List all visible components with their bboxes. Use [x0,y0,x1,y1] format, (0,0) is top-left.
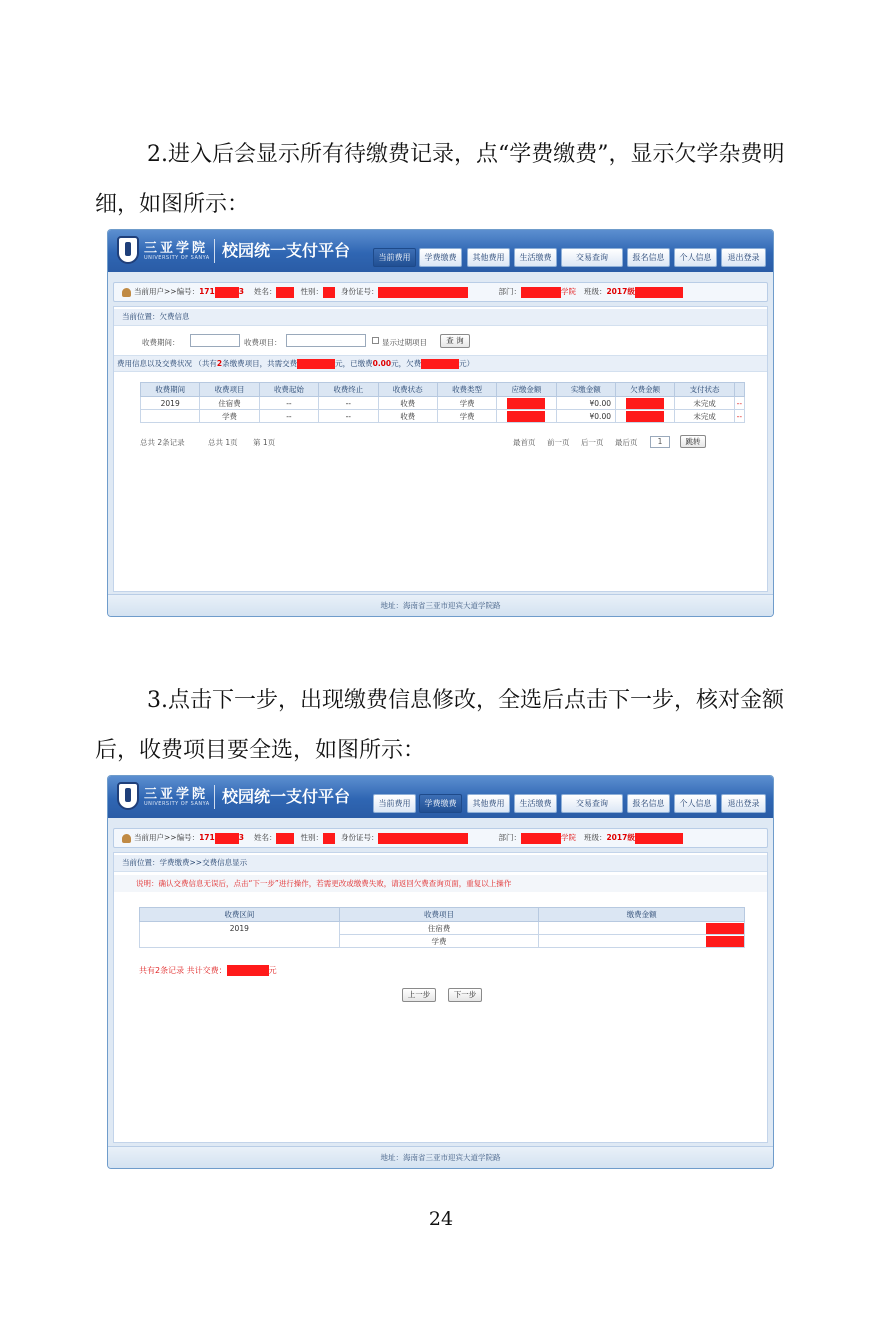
nav-current-fees[interactable]: 当前费用 [373,794,416,813]
col-header: 缴费金额 [539,908,745,922]
cell-paid: ¥0.00 [556,397,615,410]
user-icon [122,288,131,297]
cell-item: 学费 [200,410,259,423]
filter-row [114,334,767,350]
total-records: 总共 2条记录 [140,438,185,447]
prev-page-link[interactable]: 前一页 [547,438,570,447]
screenshot-payment-confirm-page [107,775,774,1169]
cell-period: 2019 [141,397,200,410]
redaction-block [215,287,239,298]
cell-paid: ¥0.00 [556,410,615,423]
nav-other-fees[interactable]: 其他费用 [467,794,510,813]
redaction-block [635,833,683,844]
dept-label: 部门： [498,833,521,842]
cell-type: 学费 [437,410,496,423]
instruction-warning: 说明：确认交费信息无误后，点击“下一步”进行操作，若需更改或缴费失败，请返回欠费查询页面，重复以上操作 [114,875,767,892]
idcard-label: 身份证号： [340,833,379,842]
class-value: 2017级 [606,833,635,842]
table-row[interactable] [140,922,745,935]
nav-other-fees[interactable]: 其他费用 [467,248,510,267]
cell-start: -- [259,410,318,423]
university-logo-text: 三亚学院 [144,787,209,802]
university-shield-icon [117,236,139,264]
nav-transaction-query[interactable]: 交易查询 [561,794,623,813]
cell-extra: -- [734,410,744,423]
col-header: 应缴金额 [497,383,556,397]
redaction-block [378,833,468,844]
item-filter-label: 收费项目： [244,338,282,347]
summary-text-2: 元，已缴费 [335,359,373,368]
logo-divider [214,785,215,809]
nav-tuition-payment[interactable]: 学费缴费 [419,794,462,813]
paragraph-text: 2.进入后会显示所有待缴费记录，点“学费缴费”，显示欠学杂费明细，如图所示： [95,142,785,217]
header-bar [108,776,773,818]
user-icon [122,834,131,843]
main-content [113,852,768,1143]
redaction-block [276,833,294,844]
table-header-row [140,908,745,922]
cell-end: -- [319,410,378,423]
period-filter-label: 收费期间： [142,338,180,347]
nav-personal-info[interactable]: 个人信息 [674,248,717,267]
fee-table [140,382,745,423]
col-header: 支付状态 [675,383,734,397]
col-header: 欠费金额 [616,383,675,397]
summary-text-3: 元，欠费 [391,359,422,368]
cell-pay-status: 未完成 [675,397,734,410]
page-number-input[interactable]: 1 [650,436,670,448]
col-header: 收费终止 [319,383,378,397]
main-content [113,306,768,592]
redaction-block [297,359,335,369]
redaction-block [626,398,664,409]
dept-label: 部门： [498,287,521,296]
redaction-block [421,359,459,369]
cell-type: 学费 [437,397,496,410]
cell-status: 收费 [378,397,437,410]
cell-status: 收费 [378,410,437,423]
redaction-block [706,923,744,934]
fee-summary-bar [114,355,767,372]
dept-suffix: 学院 [560,833,576,842]
col-header: 实缴金额 [556,383,615,397]
redaction-block [706,936,744,947]
summary-text-1: 条缴费项目，共需交费 [222,359,298,368]
cell-start: -- [259,397,318,410]
total-suffix: 元 [268,966,277,975]
summary-count: 2 [216,359,223,368]
table-row[interactable] [141,397,745,410]
class-label: 班级： [583,833,607,842]
redaction-block [521,833,561,844]
university-logo-subtitle: UNIVERSITY OF SANYA [144,801,210,807]
nav-transaction-query[interactable]: 交易查询 [561,248,623,267]
cell-pay-status: 未完成 [675,410,734,423]
user-prefix-label: 当前用户>>编号： [134,287,200,296]
cell-due [497,410,556,423]
header-bar [108,230,773,272]
user-prefix-label: 当前用户>>编号： [134,833,200,842]
total-pages: 总共 1页 [208,438,238,447]
current-page: 第 1页 [253,438,276,447]
redaction-block [507,411,545,422]
page-number: 24 [428,1208,454,1230]
user-id-end: 3 [238,287,244,296]
gender-label: 性别： [300,287,323,296]
col-header: 收费状态 [378,383,437,397]
cell-end: -- [319,397,378,410]
class-label: 班级： [583,287,607,296]
cell-item: 住宿费 [200,397,259,410]
cell-period [141,410,200,423]
cell-item: 学费 [339,935,539,948]
nav-logout[interactable]: 退出登录 [721,248,766,267]
university-shield-icon [117,782,139,810]
payment-table [139,907,745,948]
first-page-link[interactable]: 最首页 [513,438,536,447]
col-header-extra [734,383,744,397]
nav-logout[interactable]: 退出登录 [721,794,766,813]
user-id-start: 171 [199,833,215,842]
total-prefix: 共有2条记录 共计交费： [139,966,227,975]
redaction-block [323,287,335,298]
cell-period: 2019 [140,922,340,948]
nav-registration-info[interactable]: 报名信息 [627,794,670,813]
period-filter-input[interactable] [190,334,240,347]
next-page-link[interactable]: 后一页 [581,438,604,447]
pagination-bar [140,437,745,451]
current-user-bar [113,282,768,302]
location-breadcrumb: 当前位置：学费缴费>>交费信息显示 [114,855,767,872]
nav-personal-info[interactable]: 个人信息 [674,794,717,813]
platform-title: 校园统一支付平台 [222,241,351,260]
redaction-block [635,287,683,298]
nav-living-payment[interactable]: 生活缴费 [514,794,557,813]
user-id-end: 3 [238,833,244,842]
col-header: 收费起始 [259,383,318,397]
summary-prefix: 费用信息以及交费状况 （共有 [117,359,217,368]
cell-extra: -- [734,397,744,410]
cell-item: 住宿费 [339,922,539,935]
redaction-block [215,833,239,844]
show-expired-checkbox[interactable] [372,337,379,344]
summary-paid: 0.00 [372,359,392,368]
screenshot-arrears-page [107,229,774,617]
nav-registration-info[interactable]: 报名信息 [627,248,670,267]
platform-title: 校园统一支付平台 [222,787,351,806]
paragraph-text: 3.点击下一步，出现缴费信息修改，全选后点击下一步，核对金额后，收费项目要全选，如图所示： [95,688,784,763]
nav-tuition-payment[interactable]: 学费缴费 [419,248,462,267]
summary-suffix: 元） [459,359,475,368]
last-page-link[interactable]: 最后页 [615,438,638,447]
redaction-block [626,411,664,422]
nav-living-payment[interactable]: 生活缴费 [514,248,557,267]
redaction-block [378,287,468,298]
table-header-row [141,383,745,397]
name-label: 姓名： [253,833,277,842]
table-row[interactable] [141,410,745,423]
location-breadcrumb: 当前位置：欠费信息 [114,309,767,326]
redaction-block [521,287,561,298]
cell-due [497,397,556,410]
user-id-start: 171 [199,287,215,296]
jump-button[interactable]: 跳转 [680,435,706,448]
show-expired-label: 显示过期项目 [382,338,427,347]
redaction-block [276,287,294,298]
redaction-block [507,398,545,409]
col-header: 收费项目 [339,908,539,922]
redaction-block [323,833,335,844]
cell-amount [539,935,745,948]
prev-step-button[interactable]: 上一步 [402,988,436,1002]
university-logo-text: 三亚学院 [144,241,209,256]
university-logo-subtitle: UNIVERSITY OF SANYA [144,255,210,261]
logo-divider [214,239,215,263]
gender-label: 性别： [300,833,323,842]
col-header: 收费项目 [200,383,259,397]
col-header: 收费类型 [437,383,496,397]
cell-owed [616,410,675,423]
name-label: 姓名： [253,287,277,296]
col-header: 收费期间 [141,383,200,397]
cell-owed [616,397,675,410]
nav-current-fees[interactable]: 当前费用 [373,248,416,267]
redaction-block [227,965,269,976]
idcard-label: 身份证号： [340,287,379,296]
dept-suffix: 学院 [560,287,576,296]
payment-total [139,965,277,976]
query-button[interactable]: 查 询 [440,334,470,348]
instruction-paragraph-step2 [95,130,795,230]
instruction-paragraph-step3 [95,676,795,776]
col-header: 收费区间 [140,908,340,922]
cell-amount [539,922,745,935]
class-value: 2017级 [606,287,635,296]
footer-address: 地址：海南省三亚市迎宾大道学院路 [108,594,773,616]
footer-address: 地址：海南省三亚市迎宾大道学院路 [108,1146,773,1168]
item-filter-input[interactable] [286,334,366,347]
current-user-bar [113,828,768,848]
next-step-button[interactable]: 下一步 [448,988,482,1002]
